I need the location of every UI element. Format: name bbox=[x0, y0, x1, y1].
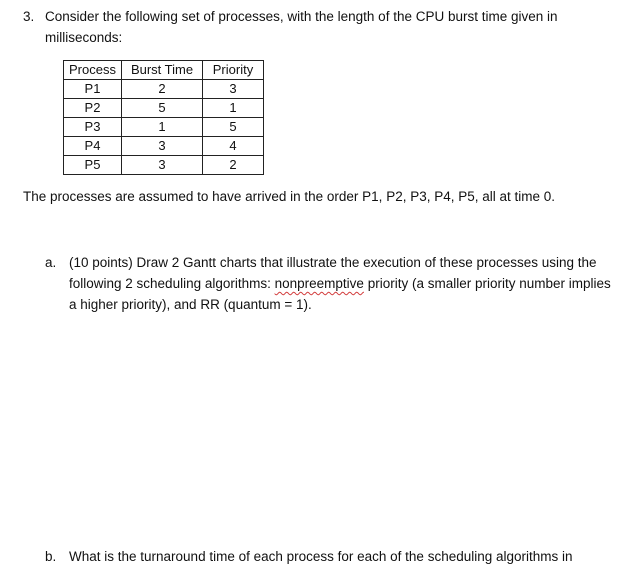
part-a-label: a. bbox=[45, 255, 57, 270]
column-header-burst-time: Burst Time bbox=[122, 61, 203, 80]
part-a-text-before: (10 points) Draw 2 Gantt charts that illustrate the execution of these processes using the following 2 scheduling algorithms: bbox=[69, 255, 597, 291]
question-3 bbox=[23, 6, 603, 48]
table-row bbox=[64, 156, 264, 175]
table-row bbox=[64, 99, 264, 118]
cell-burst-time: 3 bbox=[122, 137, 203, 156]
cell-priority: 4 bbox=[203, 137, 264, 156]
cell-burst-time: 2 bbox=[122, 80, 203, 99]
column-header-process: Process bbox=[64, 61, 122, 80]
column-header-priority: Priority bbox=[203, 61, 264, 80]
cell-burst-time: 5 bbox=[122, 99, 203, 118]
table-row bbox=[64, 137, 264, 156]
cell-process: P3 bbox=[64, 118, 122, 137]
question-line bbox=[23, 6, 603, 48]
table-row bbox=[64, 80, 264, 99]
cell-process: P4 bbox=[64, 137, 122, 156]
part-a bbox=[45, 252, 615, 315]
cell-process: P5 bbox=[64, 156, 122, 175]
cell-process: P1 bbox=[64, 80, 122, 99]
arrival-statement: The processes are assumed to have arrived in the order P1, P2, P3, P4, P5, all at time 0. bbox=[23, 189, 556, 204]
part-b bbox=[45, 546, 615, 567]
question-text: Consider the following set of processes, with the length of the CPU burst time given in milliseconds: bbox=[45, 9, 558, 45]
part-a-text bbox=[69, 252, 615, 315]
part-b-label: b. bbox=[45, 549, 57, 564]
cell-burst-time: 3 bbox=[122, 156, 203, 175]
question-number: 3. bbox=[23, 9, 35, 24]
table-header-row bbox=[64, 61, 264, 80]
spellcheck-flagged-word[interactable]: nonpreemptive bbox=[274, 276, 364, 291]
cell-burst-time: 1 bbox=[122, 118, 203, 137]
part-a-text-after: priority (a smaller priority number implies a higher priority), and RR (quantum = 1). bbox=[69, 276, 611, 312]
cell-priority: 1 bbox=[203, 99, 264, 118]
part-b-text: What is the turnaround time of each process for each of the scheduling algorithms in bbox=[69, 549, 573, 564]
cell-priority: 5 bbox=[203, 118, 264, 137]
cell-priority: 3 bbox=[203, 80, 264, 99]
table-row bbox=[64, 118, 264, 137]
process-table bbox=[63, 60, 264, 175]
cell-priority: 2 bbox=[203, 156, 264, 175]
cell-process: P2 bbox=[64, 99, 122, 118]
